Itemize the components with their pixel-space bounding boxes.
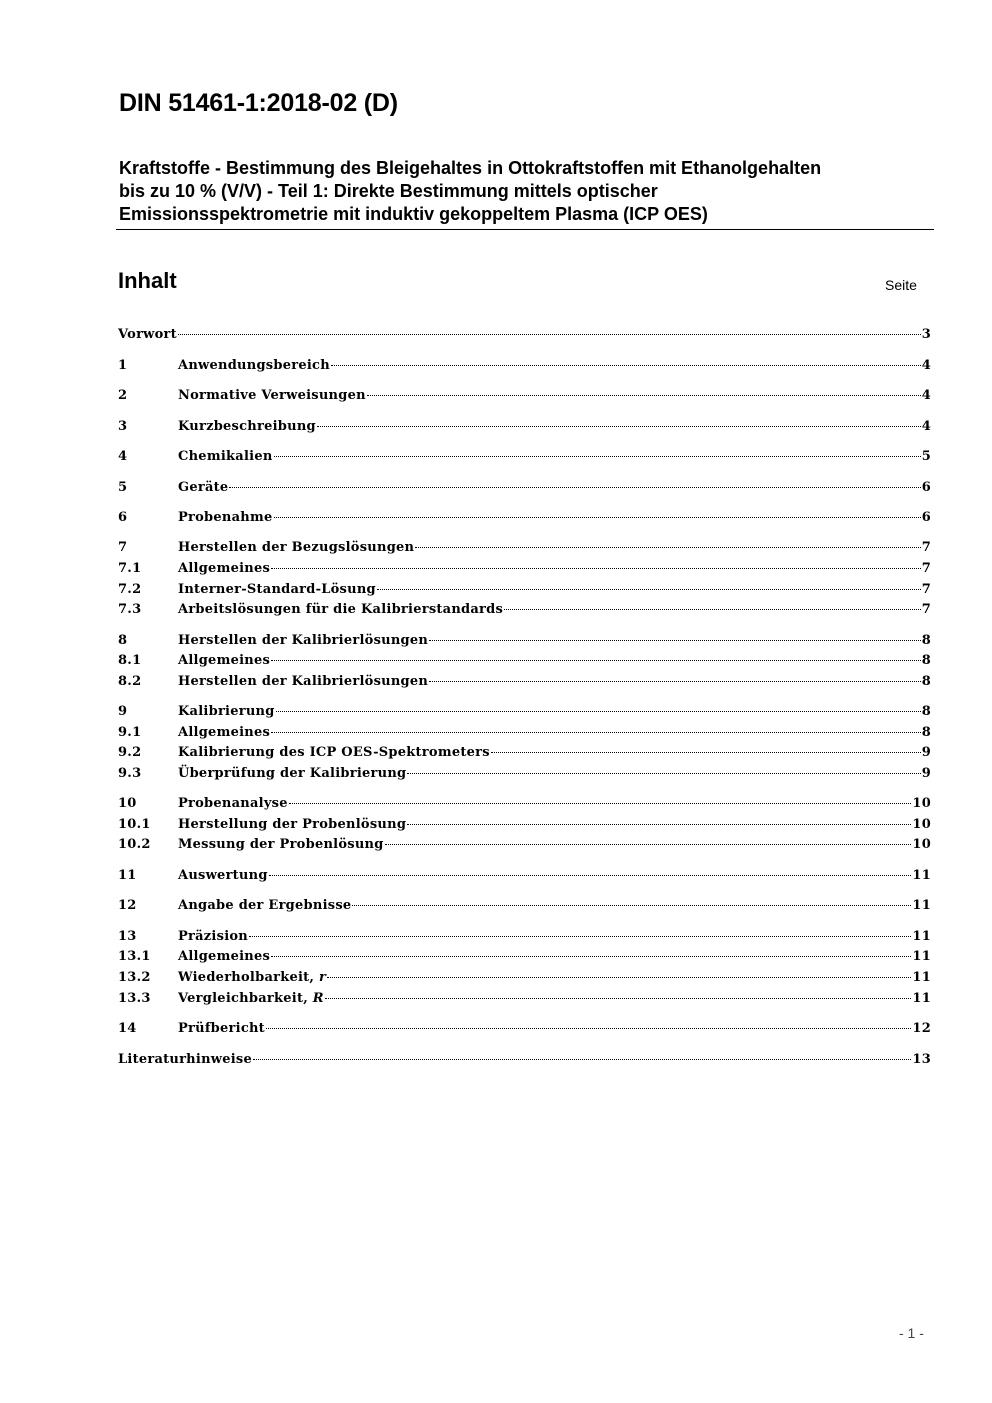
- toc-entry[interactable]: [118, 866, 931, 886]
- toc-entry-number: 7.3: [118, 602, 142, 617]
- toc-entry-number: 1: [118, 358, 128, 373]
- toc-entry-label: Allgemeines: [178, 653, 271, 668]
- toc-dot-leader: [269, 875, 912, 876]
- toc-entry-label: Herstellen der Bezugslösungen: [178, 540, 415, 555]
- toc-entry[interactable]: [118, 417, 931, 437]
- toc-entry[interactable]: [118, 559, 931, 579]
- toc-dot-leader: [407, 773, 920, 774]
- toc-entry-number: 7.2: [118, 582, 142, 597]
- toc-entry-number: 13.2: [118, 970, 151, 985]
- toc-entry-label: Chemikalien: [178, 449, 273, 464]
- toc-entry-number: 12: [118, 898, 137, 913]
- toc-entry[interactable]: [118, 1050, 931, 1070]
- toc-entry-number: 3: [118, 419, 128, 434]
- toc-dot-leader: [289, 803, 912, 804]
- toc-entry-number: 7.1: [118, 561, 142, 576]
- document-title-line-1: Kraftstoffe - Bestimmung des Bleigehaltes in Ottokraftstoffen mit Ethanolgehalten: [119, 158, 822, 178]
- toc-entry-number: 2: [118, 388, 128, 403]
- toc-entry-page: 11: [912, 898, 931, 913]
- toc-dot-leader: [271, 956, 911, 957]
- toc-entry-page: 10: [912, 796, 931, 811]
- toc-entry-page: 8: [921, 704, 931, 719]
- toc-entry-page: 7: [921, 540, 931, 555]
- title-divider: [116, 229, 934, 230]
- toc-entry-label: Vergleichbarkeit, R: [178, 991, 324, 1006]
- toc-entry[interactable]: [118, 989, 931, 1009]
- toc-entry-page: 8: [921, 674, 931, 689]
- toc-dot-leader: [274, 517, 921, 518]
- toc-entry-number: 6: [118, 510, 128, 525]
- toc-entry[interactable]: [118, 478, 931, 498]
- toc-entry-label: Allgemeines: [178, 725, 271, 740]
- toc-page-column-label: Seite: [885, 277, 917, 293]
- toc-entry[interactable]: [118, 947, 931, 967]
- toc-dot-leader: [367, 395, 921, 396]
- toc-entry[interactable]: [118, 356, 931, 376]
- toc-entry-number: 8.1: [118, 653, 142, 668]
- document-title-line-2: bis zu 10 % (V/V) - Teil 1: Direkte Bestimmung mittels optischer: [119, 181, 658, 201]
- toc-entry-label: Wiederholbarkeit, r: [178, 970, 327, 985]
- toc-entry-number: 8: [118, 633, 128, 648]
- toc-entry-label: Kurzbeschreibung: [178, 419, 316, 434]
- toc-dot-leader: [271, 732, 921, 733]
- toc-entry[interactable]: [118, 651, 931, 671]
- toc-entry-page: 8: [921, 725, 931, 740]
- toc-entry[interactable]: [118, 1019, 931, 1039]
- toc-entry-page: 13: [912, 1052, 931, 1067]
- toc-dot-leader: [276, 711, 921, 712]
- toc-dot-leader: [271, 568, 921, 569]
- toc-dot-leader: [327, 977, 911, 978]
- toc-entry-label: Kalibrierung: [178, 704, 275, 719]
- toc-entry[interactable]: [118, 508, 931, 528]
- toc-entry[interactable]: [118, 447, 931, 467]
- toc-entry[interactable]: [118, 815, 931, 835]
- toc-entry-number: 13.3: [118, 991, 151, 1006]
- toc-entry-page: 8: [921, 633, 931, 648]
- toc-entry-label: Literaturhinweise: [118, 1052, 253, 1067]
- toc-dot-leader: [274, 456, 921, 457]
- toc-entry-label: Herstellen der Kalibrierlösungen: [178, 633, 429, 648]
- toc-dot-leader: [377, 589, 921, 590]
- toc-entry[interactable]: [118, 794, 931, 814]
- toc-entry-label: Allgemeines: [178, 561, 271, 576]
- toc-entry-label: Angabe der Ergebnisse: [178, 898, 352, 913]
- toc-entry-label: Herstellen der Kalibrierlösungen: [178, 674, 429, 689]
- toc-entry-number: 13.1: [118, 949, 151, 964]
- toc-dot-leader: [178, 334, 921, 335]
- toc-dot-leader: [317, 426, 921, 427]
- toc-entry[interactable]: [118, 896, 931, 916]
- toc-heading: Inhalt: [118, 268, 177, 293]
- toc-entry-label: Probenanalyse: [178, 796, 288, 811]
- document-title-line-3: Emissionsspektrometrie mit induktiv gekoppeltem Plasma (ICP OES): [119, 204, 708, 224]
- toc-entry[interactable]: [118, 386, 931, 406]
- toc-entry-page: 4: [921, 388, 931, 403]
- toc-entry-number: 10.1: [118, 817, 151, 832]
- toc-entry-label: Probenahme: [178, 510, 273, 525]
- toc-entry-page: 5: [921, 449, 931, 464]
- toc-entry-page: 4: [921, 358, 931, 373]
- toc-entry-label: Anwendungsbereich: [178, 358, 330, 373]
- toc-dot-leader: [253, 1059, 911, 1060]
- toc-entry-label: Arbeitslösungen für die Kalibrierstandards: [178, 602, 504, 617]
- toc-entry-number: 5: [118, 480, 128, 495]
- toc-dot-leader: [331, 365, 921, 366]
- toc-entry-number: 11: [118, 868, 137, 883]
- toc-dot-leader: [504, 609, 921, 610]
- toc-entry-page: 7: [921, 582, 931, 597]
- toc-entry-page: 9: [921, 766, 931, 781]
- toc-entry[interactable]: [118, 968, 931, 988]
- toc-entry-page: 8: [921, 653, 931, 668]
- toc-entry-label: Herstellung der Probenlösung: [178, 817, 407, 832]
- toc-entry-page: 6: [921, 510, 931, 525]
- toc-entry[interactable]: [118, 631, 931, 651]
- toc-entry-label: Allgemeines: [178, 949, 271, 964]
- toc-entry-label: Kalibrierung des ICP OES-Spektrometers: [178, 745, 490, 760]
- toc-entry-label: Geräte: [178, 480, 229, 495]
- toc-entry-label: Vorwort: [118, 327, 177, 342]
- toc-entry[interactable]: [118, 743, 931, 763]
- toc-entry[interactable]: [118, 835, 931, 855]
- toc-entry-page: 12: [912, 1021, 931, 1036]
- toc-dot-leader: [415, 547, 920, 548]
- toc-entry[interactable]: [118, 538, 931, 558]
- toc-entry-label: Präzision: [178, 929, 248, 944]
- toc-dot-leader: [429, 681, 921, 682]
- toc-entry-number: 13: [118, 929, 137, 944]
- toc-entry-number: 8.2: [118, 674, 142, 689]
- toc-entry-page: 11: [912, 868, 931, 883]
- toc-entry-page: 7: [921, 602, 931, 617]
- toc-entry-label: Überprüfung der Kalibrierung: [178, 766, 407, 781]
- toc-entry-number: 10: [118, 796, 137, 811]
- toc-entry-label: Messung der Probenlösung: [178, 837, 384, 852]
- toc-dot-leader: [429, 640, 921, 641]
- toc-entry-label: Auswertung: [178, 868, 268, 883]
- document-id: DIN 51461-1:2018-02 (D): [119, 89, 398, 117]
- toc-entry[interactable]: [118, 325, 931, 345]
- toc-entry-page: 11: [912, 970, 931, 985]
- toc-entry-page: 11: [912, 991, 931, 1006]
- toc-entry-number: 9.2: [118, 745, 142, 760]
- toc-dot-leader: [271, 660, 921, 661]
- page-number: - 1 -: [899, 1325, 924, 1341]
- toc-entry-page: 4: [921, 419, 931, 434]
- toc-dot-leader: [249, 936, 911, 937]
- toc-entry-number: 9.1: [118, 725, 142, 740]
- toc-entry[interactable]: [118, 927, 931, 947]
- toc-entry-page: 6: [921, 480, 931, 495]
- toc-entry-number: 14: [118, 1021, 137, 1036]
- toc-entry-page: 7: [921, 561, 931, 576]
- toc-dot-leader: [229, 487, 920, 488]
- toc-entry[interactable]: [118, 764, 931, 784]
- toc-entry-page: 11: [912, 949, 931, 964]
- toc-dot-leader: [491, 752, 921, 753]
- toc-entry[interactable]: [118, 580, 931, 600]
- toc-entry-page: 9: [921, 745, 931, 760]
- toc-entry-number: 9: [118, 704, 128, 719]
- toc-entry[interactable]: [118, 600, 931, 620]
- toc-entry[interactable]: [118, 672, 931, 692]
- toc-entry-number: 4: [118, 449, 128, 464]
- toc-dot-leader: [352, 905, 911, 906]
- toc-dot-leader: [266, 1028, 911, 1029]
- toc-entry-number: 7: [118, 540, 128, 555]
- toc-entry-label: Normative Verweisungen: [178, 388, 366, 403]
- toc-entry-page: 3: [921, 327, 931, 342]
- toc-dot-leader: [385, 844, 912, 845]
- document-title: [119, 157, 934, 226]
- toc-entry[interactable]: [118, 702, 931, 722]
- toc-entry-number: 10.2: [118, 837, 151, 852]
- toc-dot-leader: [325, 998, 912, 999]
- toc-entry-page: 10: [912, 837, 931, 852]
- toc-entry-label: Interner-Standard-Lösung: [178, 582, 376, 597]
- toc-entry-number: 9.3: [118, 766, 142, 781]
- toc-entry[interactable]: [118, 723, 931, 743]
- toc-dot-leader: [407, 824, 911, 825]
- toc-entry-label: Prüfbericht: [178, 1021, 265, 1036]
- toc-entry-page: 10: [912, 817, 931, 832]
- toc-entry-page: 11: [912, 929, 931, 944]
